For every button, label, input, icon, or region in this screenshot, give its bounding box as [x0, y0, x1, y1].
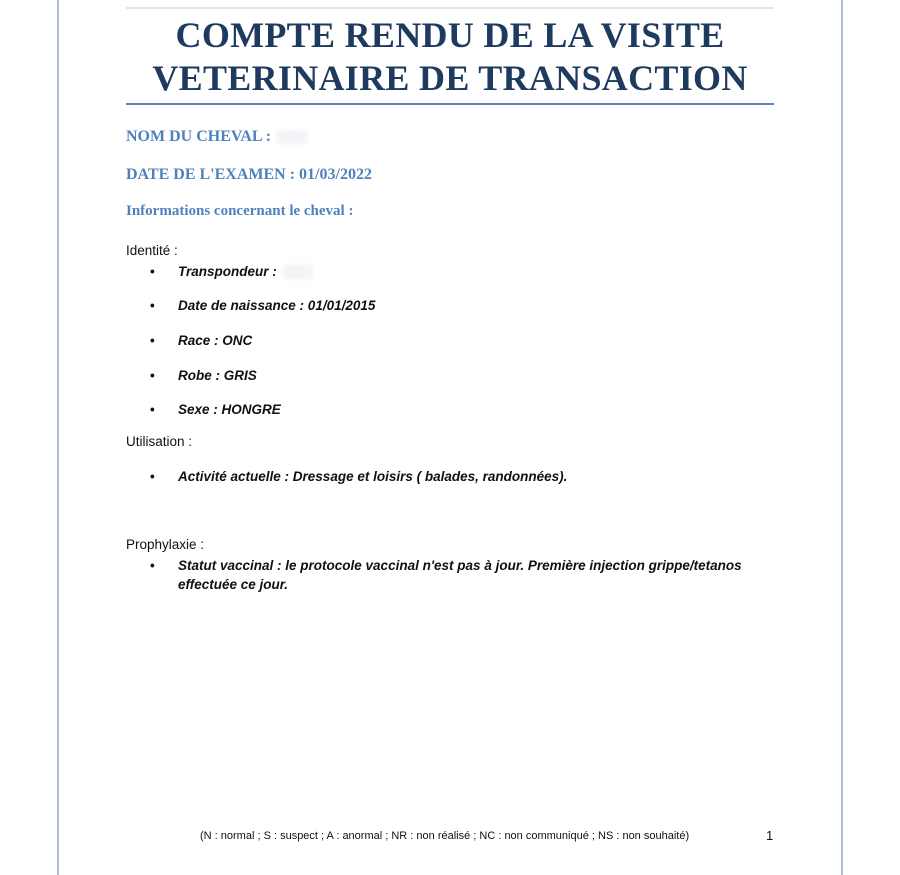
- list-item-robe: [150, 366, 790, 385]
- list-item-text: Date de naissance : 01/01/2015: [178, 298, 376, 313]
- list-item-text: Robe : GRIS: [178, 368, 257, 383]
- horse-name-label: NOM DU CHEVAL :: [126, 128, 272, 145]
- bullet-icon: •: [150, 333, 155, 348]
- list-item-activite: [150, 467, 790, 486]
- bullet-icon: •: [150, 469, 155, 484]
- list-item-text: Statut vaccinal : le protocole vaccinal n'est pas à jour. Première injection grippe/tetanos effectuée ce jour.: [178, 558, 742, 592]
- title-line-1: COMPTE RENDU DE LA VISITE: [175, 15, 725, 55]
- list-item-text: Sexe : HONGRE: [178, 402, 281, 417]
- list-item-text: Race : ONC: [178, 333, 253, 348]
- identity-label: Identité :: [126, 243, 178, 258]
- bullet-icon: •: [150, 558, 155, 573]
- bullet-icon: •: [150, 264, 155, 279]
- list-item-race: [150, 331, 790, 350]
- bullet-icon: •: [150, 402, 155, 417]
- list-item-text: Transpondeur :: [178, 262, 790, 281]
- list-item-text: Activité actuelle : Dressage et loisirs ( balades, randonnées).: [178, 469, 568, 484]
- info-heading: Informations concernant le cheval :: [126, 203, 354, 219]
- bullet-icon: •: [150, 368, 155, 383]
- document-title: [126, 14, 774, 100]
- list-item-statut-vaccinal: [150, 556, 760, 594]
- list-item-date-naissance: [150, 296, 790, 315]
- bullet-icon: •: [150, 298, 155, 313]
- redacted-value: [277, 130, 307, 144]
- prophylaxie-label: Prophylaxie :: [126, 537, 205, 552]
- utilisation-label: Utilisation :: [126, 434, 193, 449]
- exam-date-heading: DATE DE L'EXAMEN : 01/03/2022: [126, 166, 372, 183]
- title-line-2: VETERINAIRE DE TRANSACTION: [152, 58, 748, 98]
- list-item-transpondeur: [150, 262, 790, 281]
- list-item-sexe: [150, 400, 790, 419]
- page-border-left: [57, 0, 59, 875]
- page-number: 1: [766, 828, 774, 843]
- title-rule: [126, 103, 774, 105]
- top-rule: [126, 7, 774, 9]
- footer-legend: (N : normal ; S : suspect ; A : anormal ; NR : non réalisé ; NC : non communiqué ; NS : non souhaité): [200, 830, 690, 842]
- redacted-value: [283, 265, 313, 279]
- horse-name-heading: [126, 128, 307, 146]
- page-border-right: [841, 0, 843, 875]
